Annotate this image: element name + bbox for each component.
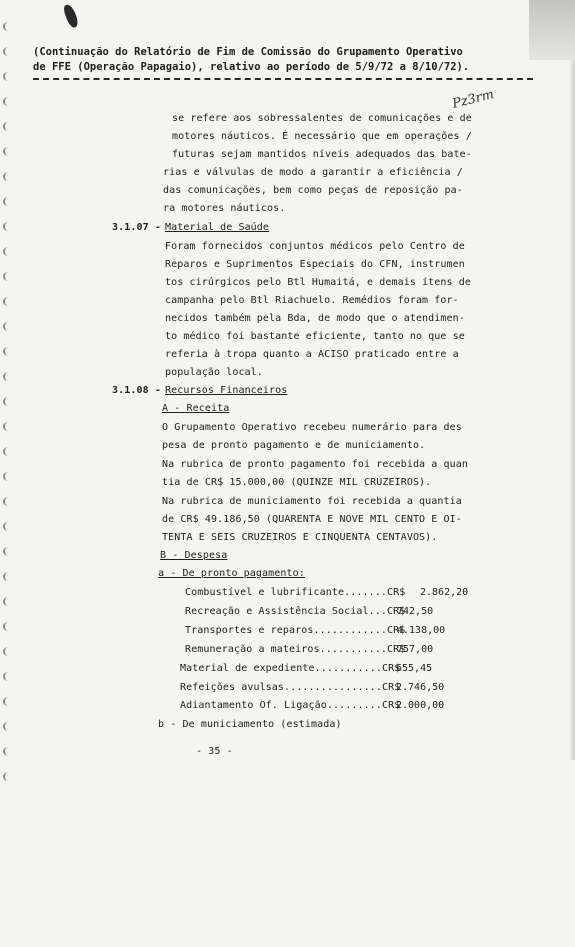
section-number: 3.1.07 - [112,222,161,233]
header-line-1: (Continuação do Relatório de Fim de Comissão do Grupamento Operativo [33,46,463,58]
body-line: rias e válvulas de modo a garantir a eficiência / [163,167,463,178]
body-line: motores náuticos. É necessário que em operações / [172,131,472,142]
body-line: TENTA E SEIS CRUZEIROS E CINQUENTA CENTAVOS). [162,532,438,543]
body-line: ra motores náuticos. [163,203,286,214]
expense-label: Transportes e reparos............CR$ [185,625,406,636]
body-line: de CR$ 49.186,50 (QUARENTA E NOVE MIL CENTO E OI- [162,514,462,525]
body-line: referia à tropa quanto a ACISO praticado entre a [165,349,459,360]
subsection-title: A - Receita [162,403,230,414]
body-line: necidos também pela Bda, de modo que o atendimen- [165,313,465,324]
expense-label: Remuneração a mateiros...........CR$ [185,644,406,655]
subsection-title: b - De municiamento (estimada) [158,719,342,730]
section-title: Material de Saúde [165,222,270,233]
section-number: 3.1.08 - [112,385,161,396]
expense-amount: 2.000,00 [396,700,445,711]
expense-amount: 757,00 [397,644,434,655]
expense-label: Material de expediente...........CR$ [180,663,401,674]
body-line: O Grupamento Operativo recebeu numerário para des [162,422,462,433]
expense-amount: 4.138,00 [397,625,446,636]
expense-label: Combustível e lubrificante.......CR$ [185,587,406,598]
expense-label: Refeições avulsas................CR$ [180,682,401,693]
body-line: pesa de pronto pagamento e de municiamento. [162,440,426,451]
body-line: Reparos e Suprimentos Especiais do CFN, instrumen [165,259,465,270]
expense-amount: 2.746,50 [396,682,445,693]
body-line: se refere aos sobressalentes de comunicações e de [172,113,472,124]
binding-holes [0,0,18,790]
section-title: Recursos Financeiros [165,385,288,396]
expense-label: Adiantamento Of. Ligação.........CR$ [180,700,401,711]
header-line-2: de FFE (Operação Papagaio), relativo ao período de 5/9/72 a 8/10/72). [33,61,470,73]
expense-amount: 2.862,20 [420,587,469,598]
handwritten-initials: Pz3rm [450,87,496,112]
scan-edge-shadow [569,60,575,760]
header-divider [33,78,533,80]
body-line: Na rubrica de pronto pagamento foi recebida a quan [162,459,469,470]
document-header [33,45,543,75]
body-line: tia de CR$ 15.000,00 (QUINZE MIL CRUZEIROS). [162,477,432,488]
body-line: to médico foi bastante eficiente, tanto no que se [165,331,465,342]
subsection-title: B - Despesa [160,550,228,561]
expense-amount: 655,45 [396,663,433,674]
expense-label: Recreação e Assistência Social...CR$ [185,606,406,617]
page-number: - 35 - [196,746,233,757]
body-line: Foram fornecidos conjuntos médicos pelo Centro de [165,241,465,252]
expense-amount: 742,50 [397,606,434,617]
body-line: campanha pelo Btl Riachuelo. Remédios foram for- [165,295,459,306]
subsection-title: a - De pronto pagamento: [158,568,305,579]
ink-smudge [62,3,80,29]
body-line: tos cirúrgicos pelo Btl Humaitá, e demais ítens de [165,277,472,288]
body-line: Na rubrica de municiamento foi recebida a quantia [162,496,462,507]
body-line: população local. [165,367,263,378]
body-line: das comunicações, bem como peças de reposição pa- [163,185,463,196]
body-line: futuras sejam mantidos níveis adequados das bate- [172,149,472,160]
